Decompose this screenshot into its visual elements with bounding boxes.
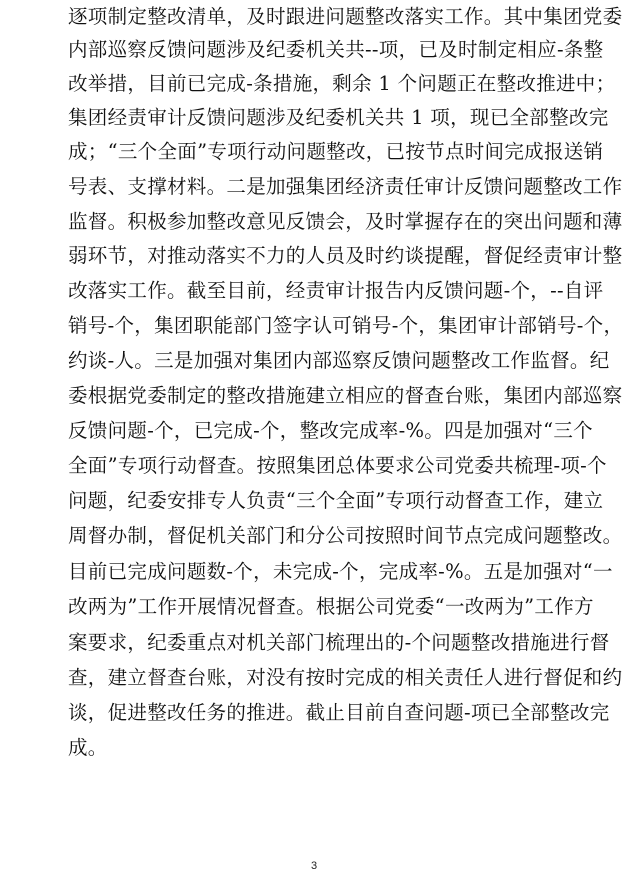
text-line-18: 改两为”工作开展情况督查。根据公司党委“一改两为”工作方 [68, 595, 594, 618]
text-line-13: 反馈问题-个，已完成-个，整改完成率-%。四是加强对“三个 [68, 419, 593, 442]
text-line-11: 约谈-人。三是加强对集团内部巡察反馈问题整改工作监督。纪 [68, 349, 610, 372]
text-line-22: 成。 [68, 736, 108, 759]
text-line-6: 号表、支撑材料。二是加强集团经济责任审计反馈问题整改工作 [68, 175, 623, 198]
text-line-2: 内部巡察反馈问题涉及纪委机关共--项，已及时制定相应-条整 [68, 38, 604, 61]
text-line-7: 监督。积极参加整改意见反馈会，及时掌握存在的突出问题和薄 [68, 210, 623, 233]
text-line-5: 成；“三个全面”专项行动问题整改，已按节点时间完成报送销 [68, 140, 604, 163]
text-line-10: 销号-个，集团职能部门签字认可销号-个，集团审计部销号-个， [68, 314, 624, 337]
text-line-16: 周督办制，督促机关部门和分公司按照时间节点完成问题整改。 [68, 524, 623, 547]
text-line-9: 改落实工作。截至目前，经责审计报告内反馈问题-个，--自评 [68, 279, 604, 302]
text-line-21: 谈，促进整改任务的推进。截止目前自查问题-项已全部整改完 [68, 701, 610, 724]
text-line-14: 全面”专项行动督查。按照集团总体要求公司党委共梳理-项-个 [68, 454, 607, 477]
text-line-3: 改举措，目前已完成-条措施，剩余 1 个问题正在整改推进中； [68, 72, 616, 95]
text-line-19: 案要求，纪委重点对机关部门梳理出的-个问题整改措施进行督 [68, 631, 610, 654]
text-line-15: 问题，纪委安排专人负责“三个全面”专项行动督查工作，建立 [68, 489, 604, 512]
page-number: 3 [310, 860, 318, 872]
text-line-12: 委根据党委制定的整改措施建立相应的督查台账，集团内部巡察 [68, 384, 623, 407]
text-line-4: 集团经责审计反馈问题涉及纪委机关共 1 项，现已全部整改完 [68, 106, 609, 129]
text-line-17: 目前已完成问题数-个，未完成-个，完成率-%。五是加强对“一 [68, 560, 613, 583]
text-line-1: 逐项制定整改清单，及时跟进问题整改落实工作。其中集团党委 [68, 5, 623, 28]
text-line-20: 查，建立督查台账，对没有按时完成的相关责任人进行督促和约 [68, 666, 623, 689]
text-line-8: 弱环节，对推动落实不力的人员及时约谈提醒，督促经责审计整 [68, 244, 623, 267]
